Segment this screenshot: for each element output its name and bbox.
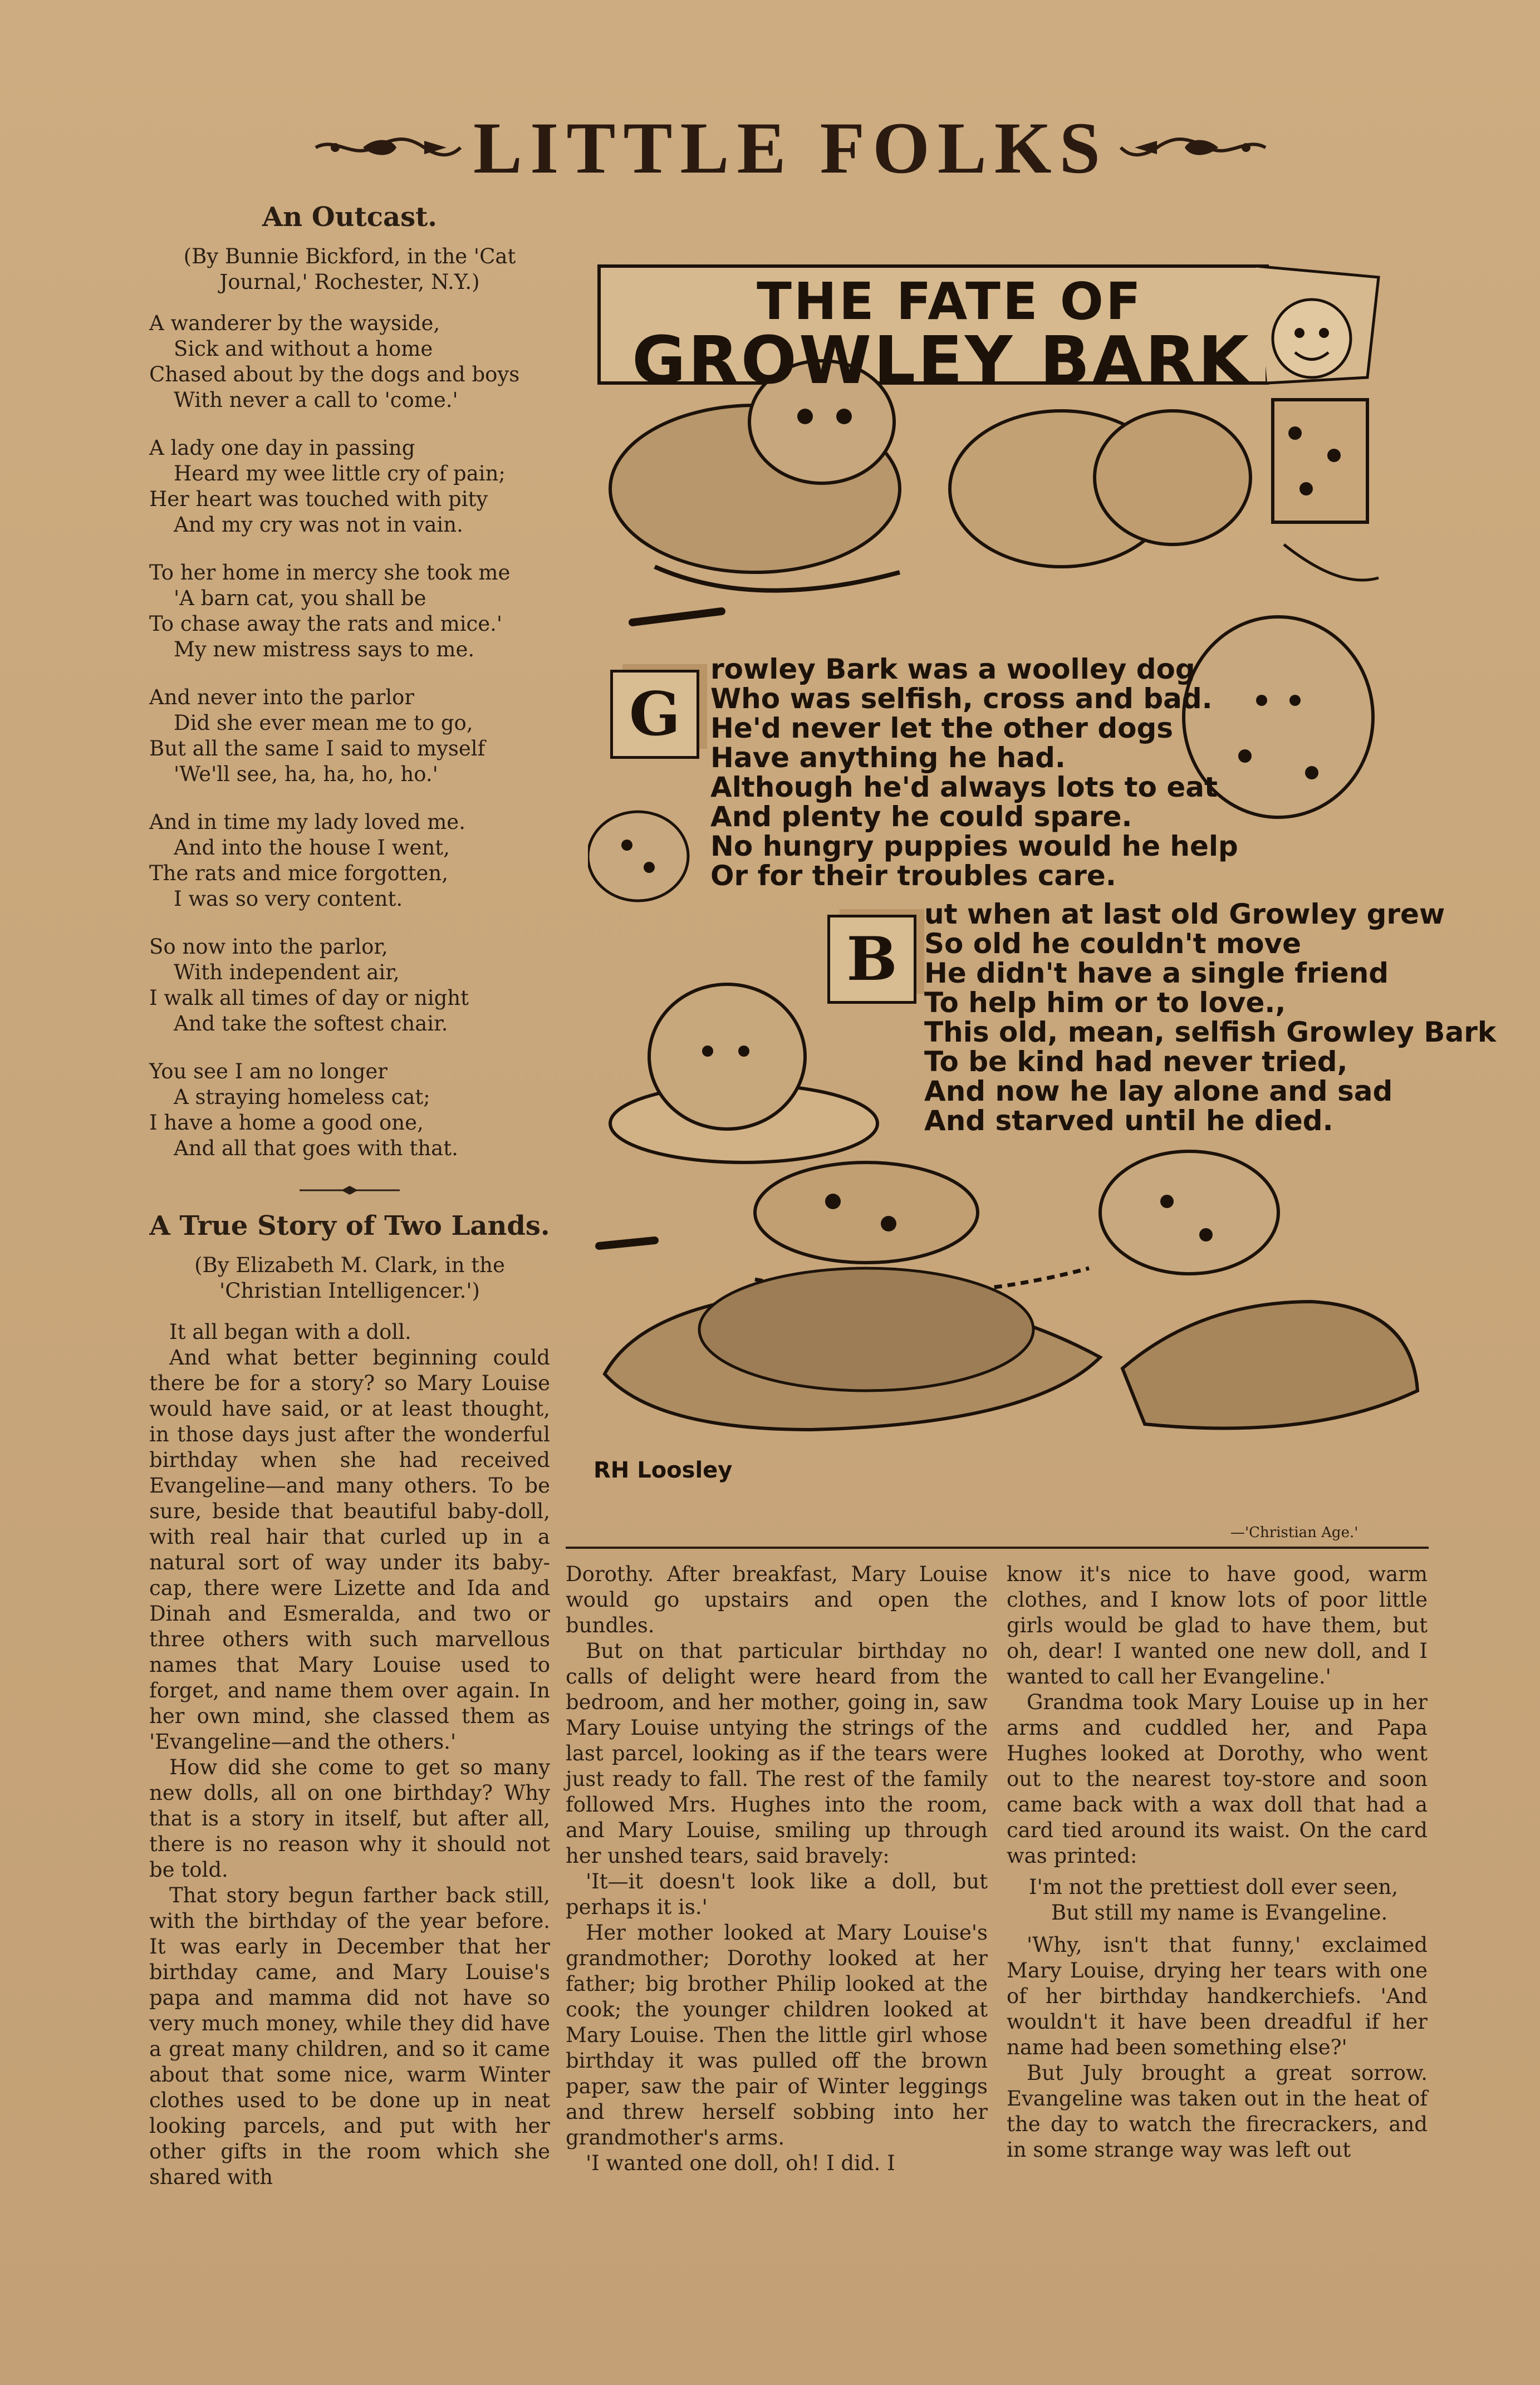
paragraph: 'It—it doesn't look like a doll, but perhaps it is.': [566, 1869, 988, 1919]
poem-line: With independent air,: [174, 960, 400, 984]
comic-title-line2: GROWLEY BARK: [631, 322, 1252, 399]
poem-line: With never a call to 'come.': [174, 388, 458, 412]
poem-line: And all that goes with that.: [174, 1136, 458, 1160]
poem-line: 'We'll see, ha, ha, ho, ho.': [174, 762, 438, 786]
poem-line: Heard my wee little cry of pain;: [174, 462, 506, 485]
poem-line: And in time my lady loved me.: [149, 810, 465, 834]
story-left-text: [149, 1319, 550, 2190]
paragraph: And what better beginning could there be for a story? so Mary Louise would have said, or at least thought, in those days just after the wonderful birthday when she had received Evangeline—and many others. To be sure, beside that beautiful baby-doll, with real hair that curled up in a natural sort of way under its baby-cap, there were Lizette and Ida and Dinah and Esmeralda, and two or three others with such marvellous names that Mary Louise used to forget, and name them over again. In her own mind, she classed them as 'Evangeline—and the others.': [149, 1346, 550, 1754]
poem-line: I have a home a good one,: [149, 1111, 424, 1135]
story-middle-text: [566, 1562, 988, 2176]
paragraph: Her mother looked at Mary Louise's grandmother; Dorothy looked at her father; big brother Philip looked at the cook; the younger children looked at Mary Louise. Then the little girl whose birthday it was pulled off the brown paper, saw the pair of Winter leggings and threw herself sobbing into her grandmother's arms.: [566, 1921, 988, 2150]
paragraph: know it's nice to have good, warm clothes, and I know lots of poor little girls would be glad to have them, but oh, dear! I wanted one new doll, and I wanted to call her Evangeline.': [1007, 1562, 1428, 1689]
artist-signature: RH Loosley: [594, 1458, 733, 1483]
poem-line: I was so very content.: [174, 887, 403, 911]
comic-verse-line: ut when at last old Growley grew: [924, 898, 1445, 930]
comic-verse-line: To help him or to love.,: [924, 987, 1286, 1019]
poem-line: So now into the parlor,: [149, 935, 388, 959]
poem-line: The rats and mice forgotten,: [149, 861, 449, 885]
poem-stanza: [149, 685, 550, 787]
comic-verse-line: So old he couldn't move: [924, 928, 1302, 960]
growley-bark-illustration: [588, 255, 1497, 1519]
comic-verse-line: He didn't have a single friend: [924, 957, 1389, 989]
comic-verse-line: To be kind had never tried,: [924, 1046, 1348, 1078]
comic-verse-line: He'd never let the other dogs: [710, 712, 1174, 744]
poem-line: You see I am no longer: [149, 1059, 388, 1083]
right-scroll-ornament: [1118, 131, 1268, 164]
story-right-column: [1007, 1562, 1428, 2163]
poem-line: And my cry was not in vain.: [174, 513, 463, 537]
left-column: [149, 200, 550, 2190]
paragraph: Dorothy. After breakfast, Mary Louise would go upstairs and open the bundles.: [566, 1562, 988, 1637]
comic-verse-line: And starved until he died.: [924, 1105, 1333, 1137]
card-line: I'm not the prettiest doll ever seen,: [1029, 1875, 1398, 1899]
masthead-title: LITTLE FOLKS: [473, 106, 1109, 189]
masthead: [301, 106, 1281, 189]
poem-line: A lady one day in passing: [149, 436, 415, 460]
poem-title: An Outcast.: [262, 202, 437, 233]
comic-verse-line: No hungry puppies would he help: [710, 830, 1238, 862]
poem-stanza: [149, 435, 550, 538]
comic-verse-line: Have anything he had.: [710, 742, 1066, 774]
poem-line: My new mistress says to me.: [174, 637, 475, 661]
comic-verse-line: Or for their troubles care.: [710, 860, 1116, 892]
poem-stanza: [149, 1059, 550, 1161]
comic-verse-2: [924, 900, 1496, 1136]
paragraph: But on that particular birthday no calls of delight were heard from the bedroom, and her mother, going in, saw Mary Louise untying the strings of the last parcel, looking as if the tears were just ready to fall. The rest of the family followed Mrs. Hughes into the room, and Mary Louise, smiling up through her unshed tears, said bravely:: [566, 1639, 988, 1868]
poem-line: But all the same I said to myself: [149, 737, 485, 760]
comic-verse-line: And now he lay alone and sad: [924, 1075, 1393, 1107]
poem-line: 'A barn cat, you shall be: [174, 586, 426, 610]
paragraph: It all began with a doll.: [169, 1320, 411, 1344]
doll-card-text: [1007, 1874, 1428, 1926]
comic-verse-line: Who was selfish, cross and bad.: [710, 683, 1213, 715]
poem-line: To her home in mercy she took me: [149, 561, 511, 585]
poem-line: Chased about by the dogs and boys: [149, 362, 520, 386]
paragraph: 'I wanted one doll, oh! I did. I: [586, 2151, 895, 2175]
drop-cap-block-g: G: [610, 670, 699, 759]
poem-line: Sick and without a home: [174, 337, 433, 361]
poem-stanza: [149, 560, 550, 662]
paragraph: That story begun farther back still, with the birthday of the year before. It was early in December that her birthday came, and Mary Louise's papa and mamma did not have so very much money, while they did have a great many children, and so it came about that some nice, warm Winter clothes used to be done up in neat looking parcels, and put with her other gifts in the room which she shared with: [149, 1883, 550, 2189]
card-line: But still my name is Evangeline.: [1051, 1901, 1388, 1925]
poem-line: A wanderer by the wayside,: [149, 311, 440, 335]
paragraph: But July brought a great sorrow. Evangeline was taken out in the heat of the day to watch the firecrackers, and in some strange way was left out: [1007, 2061, 1428, 2162]
poem-line: And never into the parlor: [149, 685, 415, 709]
section-divider: [294, 1184, 405, 1197]
comic-title-line1: THE FATE OF: [757, 272, 1143, 331]
poem-line: Her heart was touched with pity: [149, 487, 488, 511]
poem-stanza: [149, 311, 550, 413]
comic-verse-line: And plenty he could spare.: [710, 801, 1132, 833]
comic-verse-line: Although he'd always lots to eat: [710, 771, 1218, 803]
poem-line: And take the softest chair.: [174, 1012, 448, 1036]
poem-line: To chase away the rats and mice.': [149, 612, 503, 636]
horizontal-rule: [566, 1547, 1429, 1549]
drop-cap-block-b: B: [827, 915, 916, 1004]
poem-line: A straying homeless cat;: [174, 1085, 430, 1109]
comic-verse-line: This old, mean, selfish Growley Bark: [924, 1016, 1497, 1048]
story-byline: (By Elizabeth M. Clark, in the 'Christian Intelligencer.'): [194, 1253, 505, 1303]
illustration-credit: —'Christian Age.': [1230, 1524, 1358, 1541]
poem-line: And into the house I went,: [174, 836, 450, 860]
paragraph: Grandma took Mary Louise up in her arms and cuddled her, and Papa Hughes looked at Dorothy, who went out to the nearest toy-store and soon came back with a wax doll that had a card tied around its waist. On the card was printed:: [1007, 1690, 1428, 1868]
story-right-text: [1007, 1562, 1428, 1869]
poem-line: I walk all times of day or night: [149, 986, 469, 1010]
poem-byline: (By Bunnie Bickford, in the 'Cat Journal,' Rochester, N.Y.): [183, 244, 516, 294]
story-right-text-continued: [1007, 1932, 1428, 2163]
poem-line: Did she ever mean me to go,: [174, 711, 473, 735]
poem-stanza: [149, 934, 550, 1037]
comic-verse-line: rowley Bark was a woolley dog: [710, 653, 1195, 685]
left-scroll-ornament: [313, 131, 463, 164]
paragraph: How did she come to get so many new dolls, all on one birthday? Why that is a story in itself, but after all, there is no reason why it should not be told.: [149, 1755, 550, 1882]
poem-stanzas: [149, 311, 550, 1161]
poem-stanza: [149, 809, 550, 912]
story-title: A True Story of Two Lands.: [149, 1210, 550, 1241]
paragraph: 'Why, isn't that funny,' exclaimed Mary Louise, drying her tears with one of her birthday handkerchiefs. 'And wouldn't it have been dreadful if her name had been something else?': [1007, 1933, 1428, 2059]
comic-verse-1: [710, 655, 1238, 891]
